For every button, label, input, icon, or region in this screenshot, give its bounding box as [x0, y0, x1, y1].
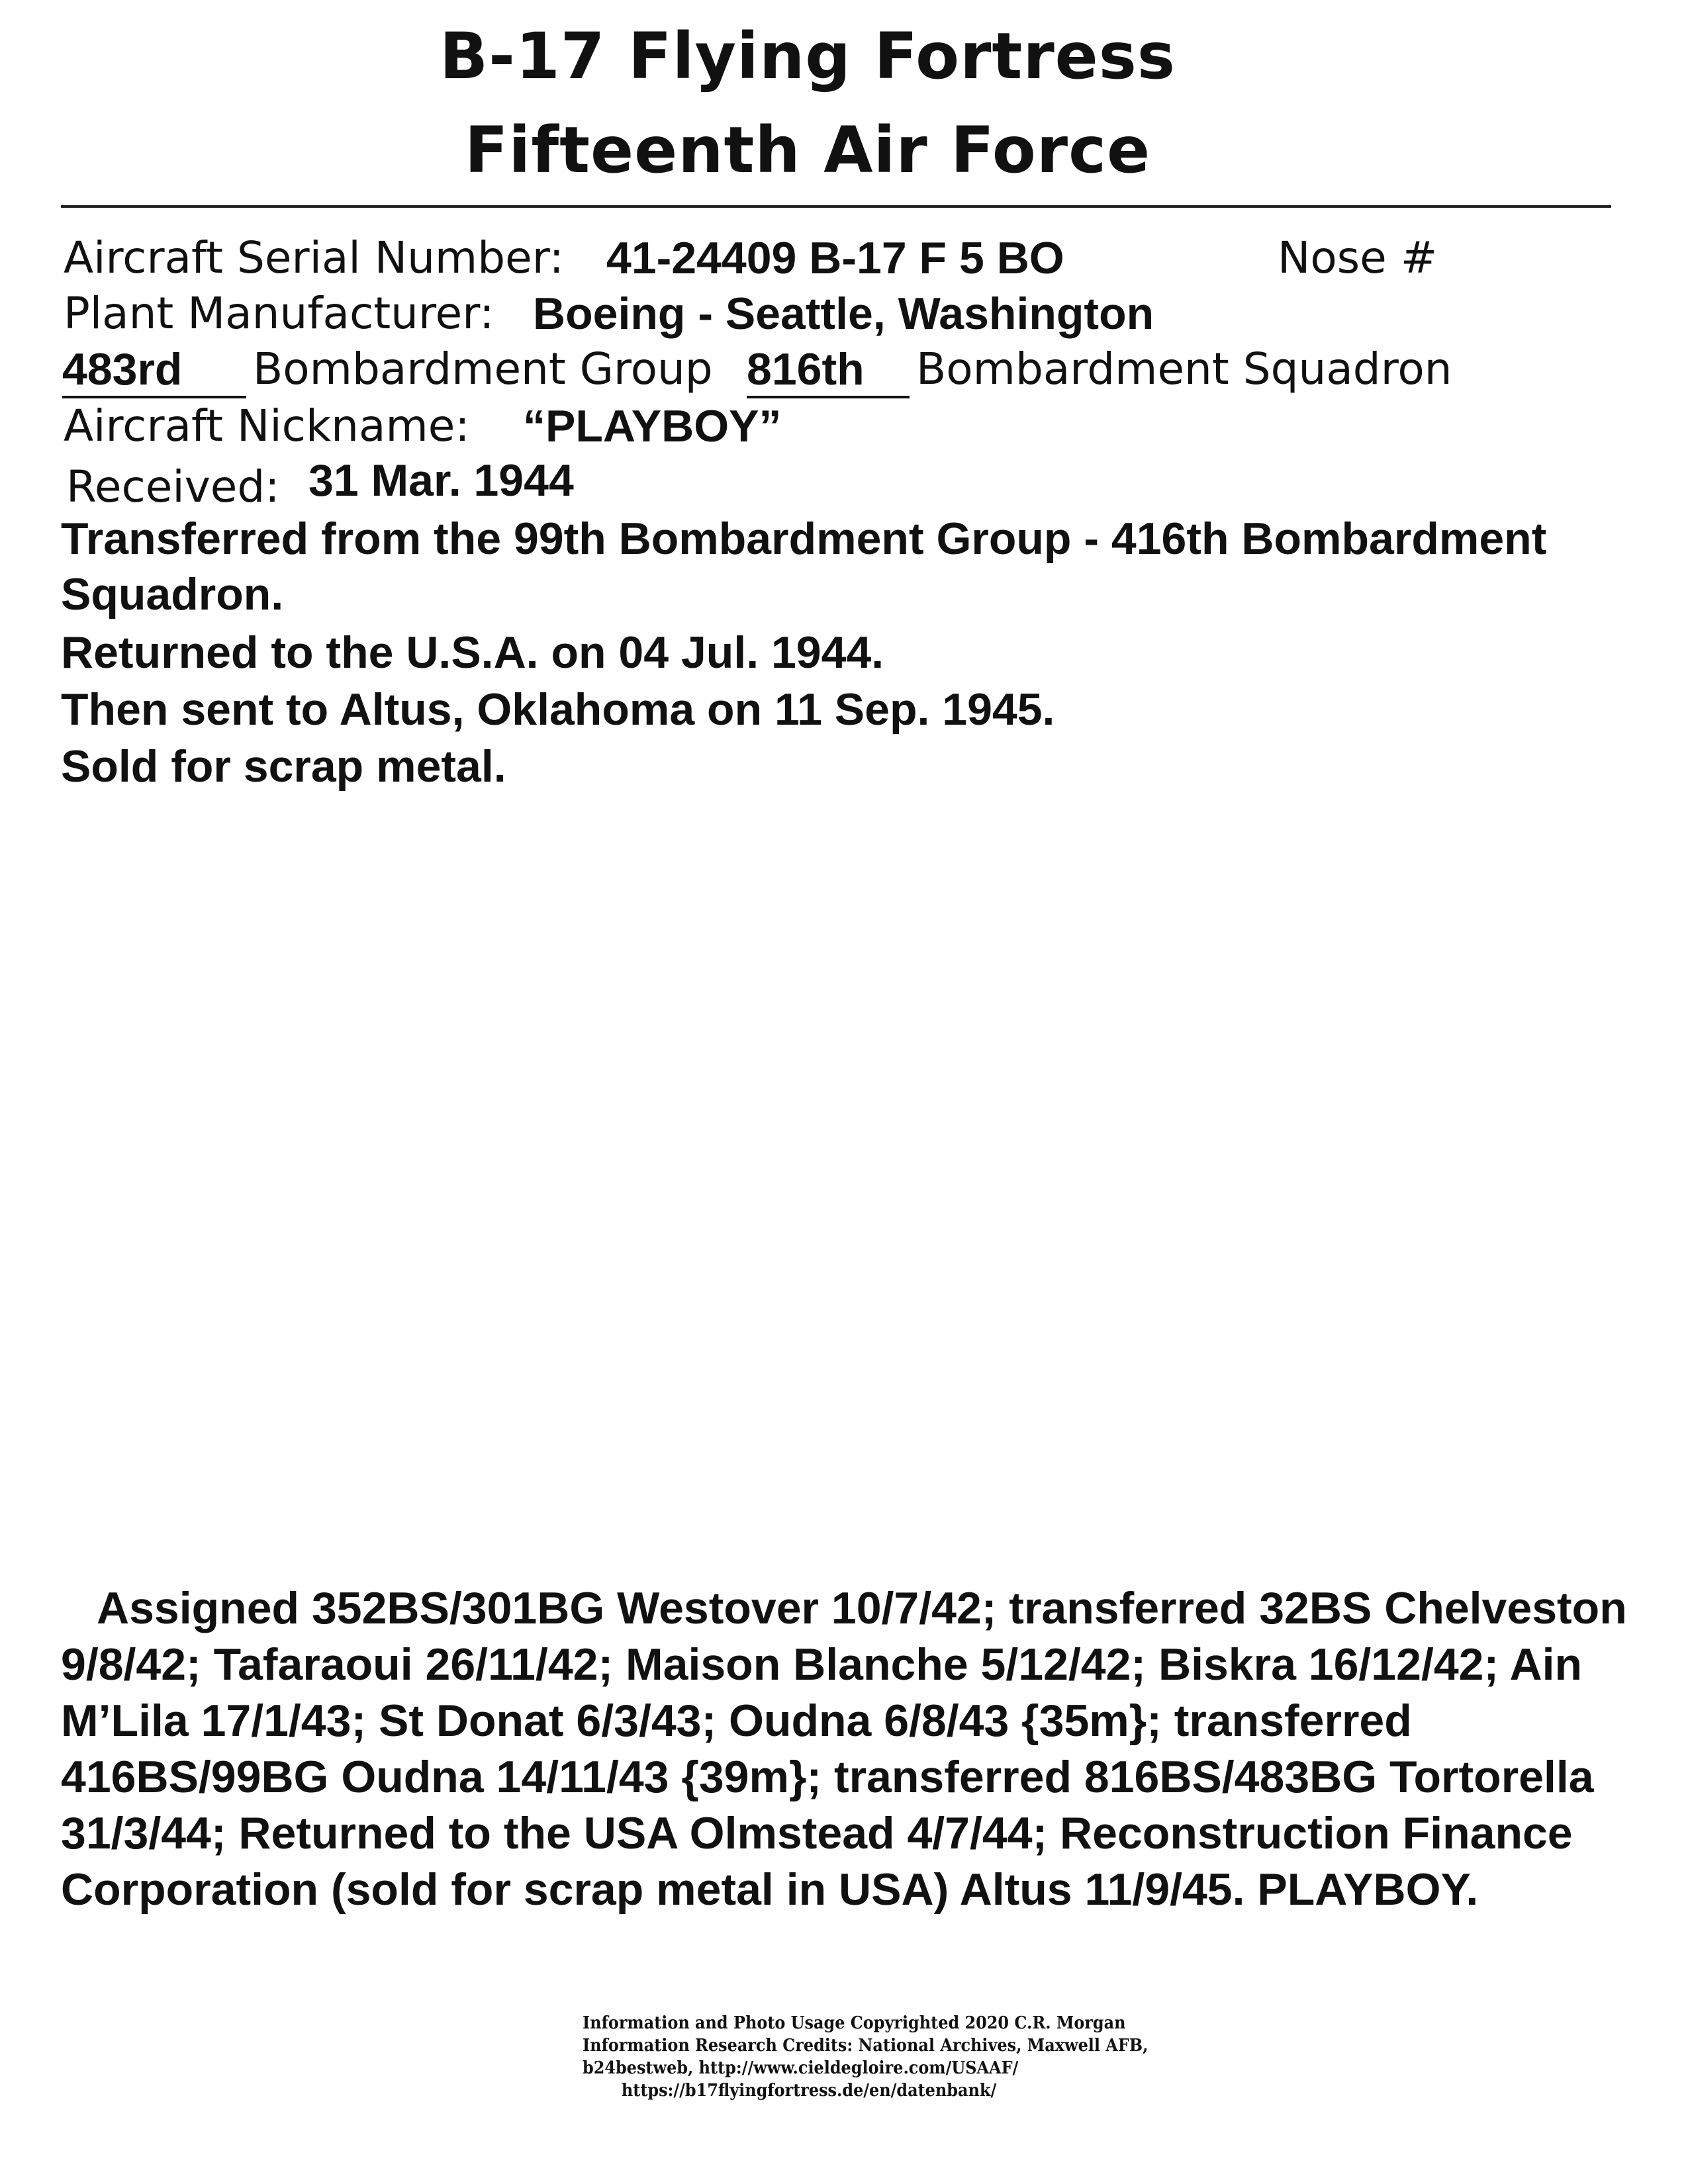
group-label: Bombardment Group [253, 343, 713, 394]
squadron-label: Bombardment Squadron [916, 343, 1452, 394]
nickname-label: Aircraft Nickname: [64, 400, 470, 451]
nose-label: Nose # [1278, 232, 1438, 283]
credits-line: https://b17flyingfortress.de/en/datenbank/ [621, 2081, 997, 2101]
credits-line: b24bestweb, http://www.cieldegloire.com/USAAF/ [583, 2058, 1019, 2078]
credits-line: Information and Photo Usage Copyrighted 2020 C.R. Morgan [583, 2013, 1126, 2033]
title-divider [61, 205, 1611, 208]
serial-value: 41-24409 B-17 F 5 BO [606, 233, 1064, 283]
note-line: Sold for scrap metal. [61, 741, 506, 792]
serial-label: Aircraft Serial Number: [64, 232, 564, 283]
note-line: Transferred from the 99th Bombardment Group - 416th Bombardment [61, 514, 1547, 564]
page-title: B-17 Flying Fortress [439, 19, 1176, 93]
manufacturer-label: Plant Manufacturer: [64, 288, 494, 339]
squadron-value: 816th [747, 343, 910, 398]
note-line: Returned to the U.S.A. on 04 Jul. 1944. [61, 627, 884, 678]
page-subtitle: Fifteenth Air Force [464, 113, 1151, 187]
credits-line: Information Research Credits: National Archives, Maxwell AFB, [583, 2036, 1149, 2056]
manufacturer-value: Boeing - Seattle, Washington [533, 289, 1154, 339]
note-line: Squadron. [61, 569, 284, 619]
received-label: Received: [66, 461, 280, 512]
note-line: Then sent to Altus, Oklahoma on 11 Sep. 1945. [61, 684, 1055, 735]
credits-block [583, 2012, 1149, 2102]
nickname-value: “PLAYBOY” [523, 401, 782, 451]
service-history: Assigned 352BS/301BG Westover 10/7/42; transferred 32BS Chelveston 9/8/42; Tafaraoui 26/11/42; Maison Blanche 5/12/42; Biskra 16/12/42; Ain M’Lila 17/1/43; St Donat 6/3/43; Oudna 6/8/43 {35m}; transferred 416BS/99BG Oudna 14/11/43 {39m}; transferred 816BS/483BG Tortorella 31/3/44; Returned to the USA Olmstead 4/7/44; Reconstruction Finance Corporation (sold for scrap metal in USA) Altus 11/9/45. PLAYBOY. [61, 1583, 1627, 1915]
group-value: 483rd [62, 343, 246, 398]
received-value: 31 Mar. 1944 [308, 455, 574, 506]
